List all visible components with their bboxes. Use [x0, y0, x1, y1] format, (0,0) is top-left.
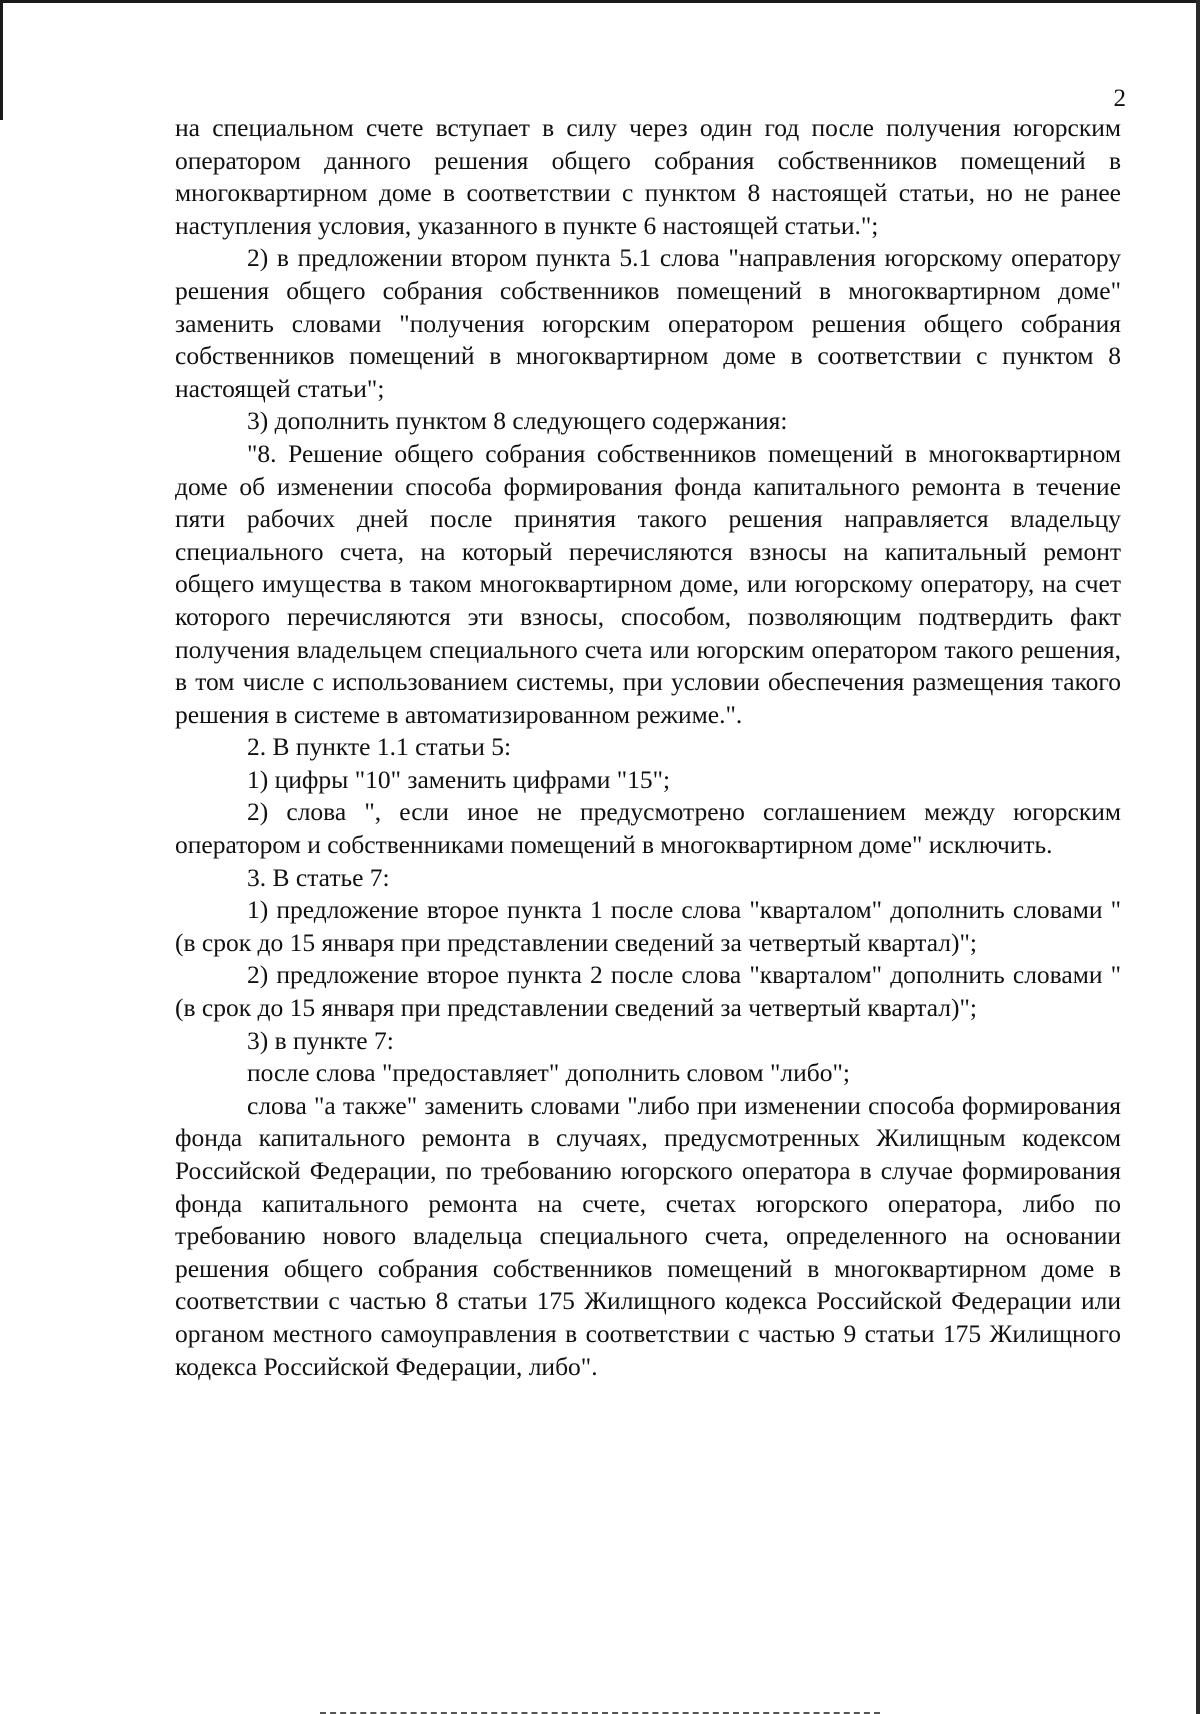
- paragraph-section-3-item-3-a: после слова "предоставляет" дополнить словом "либо";: [247, 1058, 850, 1088]
- paragraph-section-2-item-2: 2) слова ", если иное не предусмотрено соглашением между югорским оператором и собственниками помещений в многоквартирном доме" исключить.: [175, 797, 1121, 860]
- paragraph-point-8-text: "8. Решение общего собрания собственников помещений в многоквартирном доме об изменении способа формирования фонда капитального ремонта в течение пяти рабочих дней после принятия такого решения направляется владельцу специального счета, на который перечисляются взносы на капитальный ремонт общего имущества в таком многоквартирном доме, или югорскому оператору, на счет которого перечисляются эти взносы, способом, позволяющим подтвердить факт получения владельцем специального счета или югорским оператором такого решения, в том числе с использованием системы, при условии обеспечения размещения такого решения в системе в автоматизированном режиме.".: [175, 438, 1121, 729]
- paragraph-item-2-sentence-5-1: 2) в предложении втором пункта 5.1 слова "направления югорскому оператору решения общего собрания собственников помещений в многоквартирном доме" заменить словами "получения югорским оператором решения общего собрания собственников помещений в многоквартирном доме в соответствии с пунктом 8 настоящей статьи";: [175, 243, 1121, 403]
- paragraph-item-3-add-point-8: 3) дополнить пунктом 8 следующего содержания:: [247, 406, 788, 436]
- scan-border-bottom: [320, 1710, 880, 1714]
- paragraph-section-3-item-1: 1) предложение второе пункта 1 после слова "кварталом" дополнить словами "(в срок до 15 января при представлении сведений за четвертый квартал)";: [175, 895, 1121, 957]
- page-number: 2: [1113, 85, 1126, 112]
- scan-border-right: [1196, 0, 1200, 1714]
- paragraph-section-3-item-3: 3) в пункте 7:: [247, 1025, 394, 1055]
- paragraph-section-2-item-1: 1) цифры "10" заменить цифрами "15";: [247, 764, 671, 794]
- paragraph-section-3-item-3-b: слова "а также" заменить словами "либо при изменении способа формирования фонда капитального ремонта в случаях, предусмотренных Жилищным кодексом Российской Федерации, по требованию югорского оператора в случае формирования фонда капитального ремонта на счете, счетах югорского оператора, либо по требованию нового владельца специального счета, определенного на основании решения общего собрания собственников помещений в многоквартирном доме в соответствии с частью 8 статьи 175 Жилищного кодекса Российской Федерации или органом местного самоуправления в соответствии с частью 9 статьи 175 Жилищного кодекса Российской Федерации, либо".: [175, 1090, 1121, 1381]
- paragraph-section-3-item-2: 2) предложение второе пункта 2 после слова "кварталом" дополнить словами "(в срок до 15 января при представлении сведений за четвертый квартал)";: [175, 960, 1121, 1023]
- paragraph-section-2-heading: 2. В пункте 1.1 статьи 5:: [247, 732, 512, 762]
- scan-border-top: [0, 0, 1200, 3]
- paragraph-section-3-heading: 3. В статье 7:: [247, 862, 390, 892]
- paragraph-continuation: на специальном счете вступает в силу через один год после получения югорским оператором данного решения общего собрания собственников помещений в многоквартирном доме в соответствии с пунктом 8 настоящей статьи, но не ранее наступления условия, указанного в пункте 6 настоящей статьи.";: [175, 113, 1121, 240]
- document-body: [175, 112, 1121, 1383]
- scan-border-left: [0, 0, 3, 120]
